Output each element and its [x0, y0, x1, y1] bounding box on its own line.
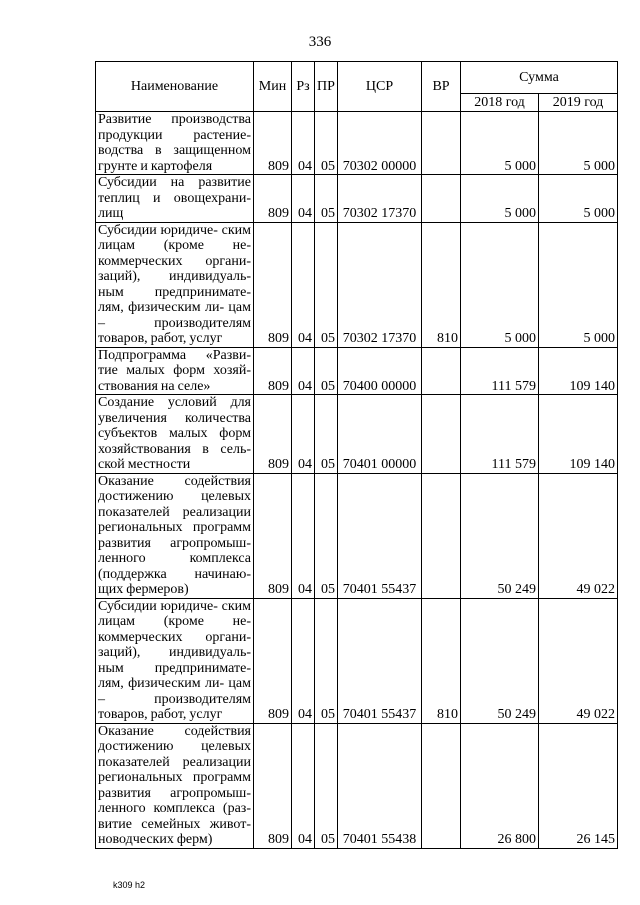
table-body — [96, 112, 618, 849]
header-min: Мин — [254, 62, 292, 112]
row-min: 809 — [254, 222, 292, 347]
row-name: Создание условий для увеличения количества субъектов малых форм хозяйствования в сель- ской местности — [96, 395, 254, 474]
header-vr: ВР — [422, 62, 461, 112]
header-year-2019: 2019 год — [539, 94, 618, 112]
row-sum-2018: 5 000 — [461, 222, 539, 347]
header-name: Наименование — [96, 62, 254, 112]
row-rz: 04 — [292, 222, 315, 347]
row-min: 809 — [254, 175, 292, 223]
header-rz: Рз — [292, 62, 315, 112]
row-sum-2019: 109 140 — [539, 395, 618, 474]
row-rz: 04 — [292, 723, 315, 848]
row-vr — [422, 347, 461, 395]
row-csr: 70400 00000 — [338, 347, 422, 395]
row-sum-2019: 49 022 — [539, 473, 618, 598]
row-csr: 70302 17370 — [338, 222, 422, 347]
row-pr: 05 — [315, 222, 338, 347]
row-rz: 04 — [292, 112, 315, 175]
header-pr: ПР — [315, 62, 338, 112]
row-sum-2018: 111 579 — [461, 395, 539, 474]
row-name: Субсидии на развитие теплиц и овощехрани- лищ — [96, 175, 254, 223]
row-sum-2018: 5 000 — [461, 112, 539, 175]
row-sum-2019: 49 022 — [539, 598, 618, 723]
row-sum-2019: 5 000 — [539, 112, 618, 175]
budget-table — [95, 61, 618, 849]
row-sum-2018: 5 000 — [461, 175, 539, 223]
row-vr: 810 — [422, 598, 461, 723]
table-row — [96, 598, 618, 723]
row-sum-2018: 50 249 — [461, 598, 539, 723]
row-vr — [422, 112, 461, 175]
row-sum-2018: 50 249 — [461, 473, 539, 598]
row-sum-2018: 111 579 — [461, 347, 539, 395]
row-csr: 70401 55438 — [338, 723, 422, 848]
row-pr: 05 — [315, 112, 338, 175]
table-row — [96, 222, 618, 347]
row-csr: 70401 00000 — [338, 395, 422, 474]
row-sum-2018: 26 800 — [461, 723, 539, 848]
row-pr: 05 — [315, 347, 338, 395]
row-min: 809 — [254, 473, 292, 598]
row-vr — [422, 175, 461, 223]
row-sum-2019: 109 140 — [539, 347, 618, 395]
row-rz: 04 — [292, 395, 315, 474]
header-csr: ЦСР — [338, 62, 422, 112]
row-min: 809 — [254, 598, 292, 723]
row-name: Развитие производства продукции растение- водства в защищенном грунте и картофеля — [96, 112, 254, 175]
table-row — [96, 723, 618, 848]
row-pr: 05 — [315, 598, 338, 723]
row-pr: 05 — [315, 473, 338, 598]
row-csr: 70302 00000 — [338, 112, 422, 175]
row-csr: 70302 17370 — [338, 175, 422, 223]
row-name: Подпрограмма «Разви- тие малых форм хозяй- ствования на селе» — [96, 347, 254, 395]
row-rz: 04 — [292, 598, 315, 723]
footer-code: k309 h2 — [113, 880, 146, 890]
row-vr — [422, 473, 461, 598]
header-row — [96, 62, 618, 94]
row-rz: 04 — [292, 473, 315, 598]
row-name: Оказание содействия достижению целевых показателей реализации региональных программ развития агропромыш- ленного комплекса (поддержка начинаю- щих фермеров) — [96, 473, 254, 598]
table-row — [96, 112, 618, 175]
page-number: 336 — [308, 34, 332, 50]
row-sum-2019: 26 145 — [539, 723, 618, 848]
row-vr: 810 — [422, 222, 461, 347]
row-sum-2019: 5 000 — [539, 175, 618, 223]
row-pr: 05 — [315, 723, 338, 848]
row-pr: 05 — [315, 395, 338, 474]
header-sum: Сумма — [461, 62, 618, 94]
row-sum-2019: 5 000 — [539, 222, 618, 347]
row-vr — [422, 395, 461, 474]
row-name: Субсидии юридиче- ским лицам (кроме не- коммерческих органи- заций), индивидуаль- ным предпринимате- лям, физическим ли- цам – производителям товаров, работ, услуг — [96, 222, 254, 347]
row-name: Субсидии юридиче- ским лицам (кроме не- коммерческих органи- заций), индивидуаль- ным предпринимате- лям, физическим ли- цам – производителям товаров, работ, услуг — [96, 598, 254, 723]
row-pr: 05 — [315, 175, 338, 223]
table-row — [96, 347, 618, 395]
row-min: 809 — [254, 112, 292, 175]
table-row — [96, 473, 618, 598]
table-row — [96, 175, 618, 223]
row-rz: 04 — [292, 175, 315, 223]
row-csr: 70401 55437 — [338, 598, 422, 723]
row-rz: 04 — [292, 347, 315, 395]
row-name: Оказание содействия достижению целевых показателей реализации региональных программ развития агропромыш- ленного комплекса (раз- витие семейных живот- новодческих ферм) — [96, 723, 254, 848]
row-min: 809 — [254, 723, 292, 848]
row-vr — [422, 723, 461, 848]
row-min: 809 — [254, 395, 292, 474]
header-year-2018: 2018 год — [461, 94, 539, 112]
row-min: 809 — [254, 347, 292, 395]
row-csr: 70401 55437 — [338, 473, 422, 598]
table-row — [96, 395, 618, 474]
